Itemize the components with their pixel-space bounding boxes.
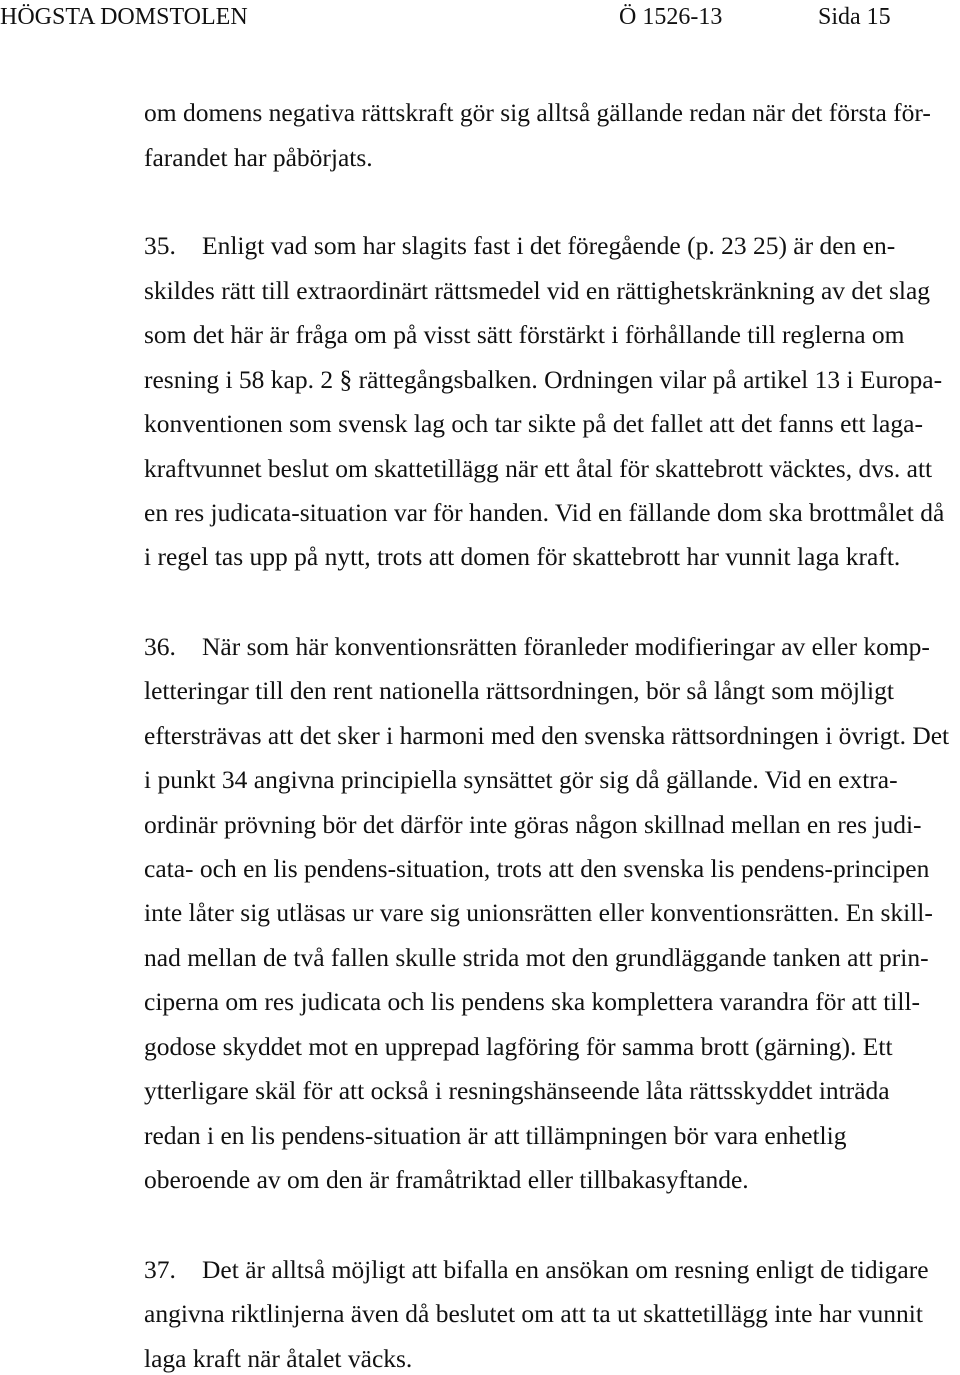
text-line: oberoende av om den är framåtriktad eller tillbakasyftande. [144, 1165, 749, 1194]
text-line: godose skyddet mot en upprepad lagföring för samma brott (gärning). Ett [144, 1032, 893, 1061]
text-line: i punkt 34 angivna principiella synsättet gör sig då gällande. Vid en extra- [144, 765, 898, 794]
page-number: Sida 15 [818, 4, 891, 30]
text-line: ytterligare skäl för att också i resningshänseende låta rättsskyddet inträda [144, 1076, 890, 1105]
text-line: som det här är fråga om på visst sätt förstärkt i förhållande till reglerna om [144, 320, 905, 349]
text-line-content: När som här konventionsrätten föranleder modifieringar av eller komp- [202, 632, 930, 661]
text-line: kraftvunnet beslut om skattetillägg när ett åtal för skattebrott väcktes, dvs. att [144, 454, 933, 483]
case-number: Ö 1526-13 [619, 4, 723, 30]
paragraph-number: 36. [144, 632, 176, 661]
text-line: ordinär prövning bör det därför inte göras någon skillnad mellan en res judi- [144, 810, 922, 839]
text-line: i regel tas upp på nytt, trots att domen för skattebrott har vunnit laga kraft. [144, 542, 901, 571]
text-line [144, 231, 956, 261]
text-line: nad mellan de två fallen skulle strida mot den grundläggande tanken att prin- [144, 943, 929, 972]
paragraph-number: 35. [144, 231, 176, 260]
text-line: redan i en lis pendens-situation är att tillämpningen bör vara enhetlig [144, 1121, 847, 1150]
text-line: konventionen som svensk lag och tar sikte på det fallet att det fanns ett laga- [144, 409, 923, 438]
text-line [144, 632, 956, 662]
text-line: inte låter sig utläsas ur vare sig unionsrätten eller konventionsrätten. En skill- [144, 898, 933, 927]
court-name: HÖGSTA DOMSTOLEN [0, 4, 248, 30]
text-line: cata- och en lis pendens-situation, trots att den svenska lis pendens-principen [144, 854, 930, 883]
text-line: en res judicata-situation var för handen. Vid en fällande dom ska brottmålet då [144, 498, 945, 527]
text-line [144, 1255, 956, 1285]
text-line: letteringar till den rent nationella rättsordningen, bör så långt som möjligt [144, 676, 894, 705]
text-line: laga kraft när åtalet väcks. [144, 1344, 413, 1373]
text-line: farandet har påbörjats. [144, 143, 373, 172]
text-line: ciperna om res judicata och lis pendens ska komplettera varandra för att till- [144, 987, 921, 1016]
text-line: skildes rätt till extraordinärt rättsmedel vid en rättighetskränkning av det slag [144, 276, 931, 305]
text-line: resning i 58 kap. 2 § rättegångsbalken. Ordningen vilar på artikel 13 i Europa- [144, 365, 943, 394]
paragraph-number: 37. [144, 1255, 176, 1284]
text-line-content: Det är alltså möjligt att bifalla en ansökan om resning enligt de tidigare [202, 1255, 929, 1284]
text-line-content: Enligt vad som har slagits fast i det föregående (p. 23 25) är den en- [202, 231, 896, 260]
text-line: angivna riktlinjerna även då beslutet om att ta ut skattetillägg inte har vunnit [144, 1299, 923, 1328]
text-line: eftersträvas att det sker i harmoni med den svenska rättsordningen i övrigt. Det [144, 721, 950, 750]
text-line: om domens negativa rättskraft gör sig alltså gällande redan när det första för- [144, 98, 931, 127]
